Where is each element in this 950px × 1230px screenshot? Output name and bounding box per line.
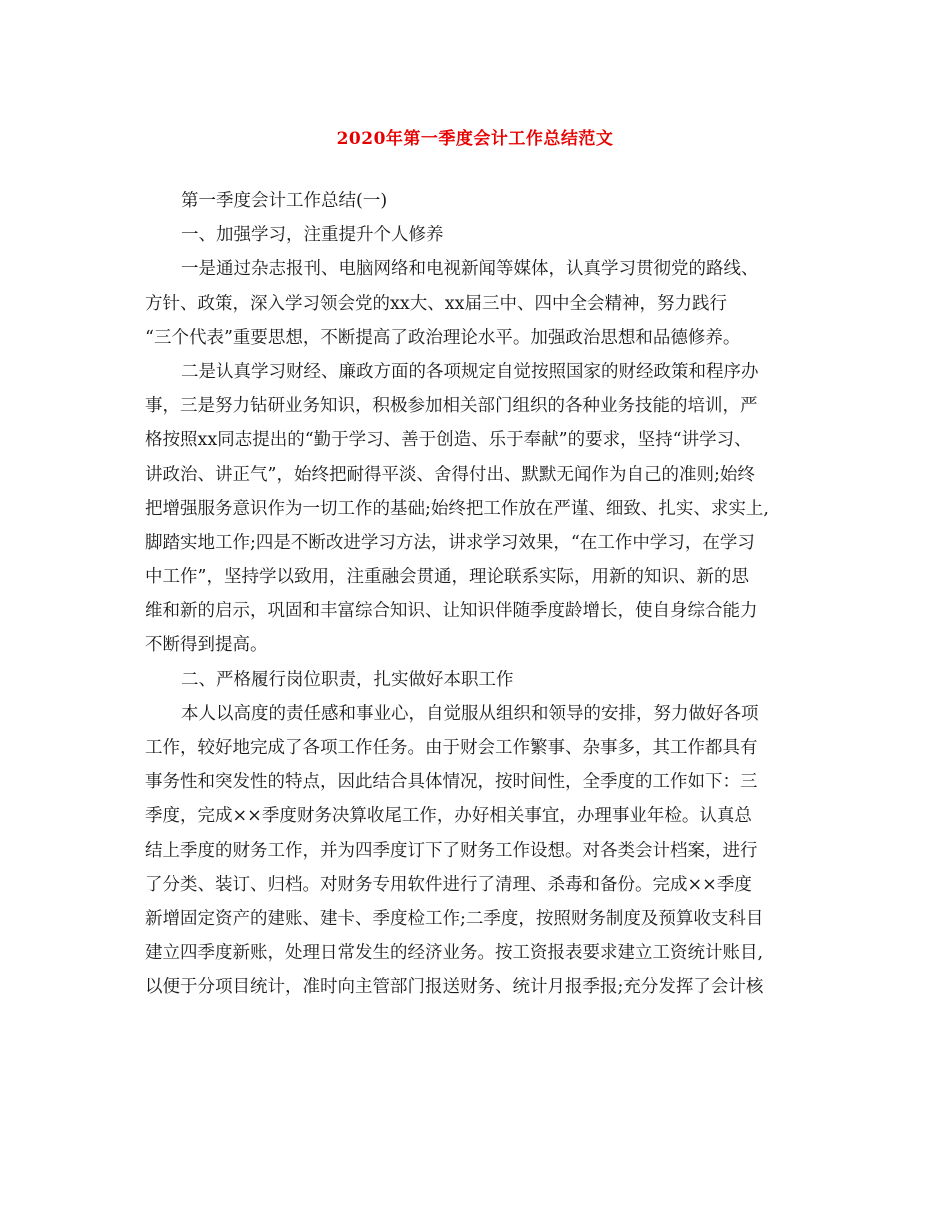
text-line: 二、严格履行岗位职责，扎实做好本职工作 xyxy=(181,669,514,690)
text-line: 二是认真学习财经、廉政方面的各项规定自觉按照国家的财经政策和程序办 xyxy=(181,361,759,382)
document-title: 2020年第一季度会计工作总结范文 xyxy=(336,129,614,149)
text-line: 脚踏实地工作;四是不断改进学习方法，讲求学习效果，“在工作中学习，在学习 xyxy=(145,532,755,553)
text-line: 方针、政策，深入学习领会党的xx大、xx届三中、四中全会精神，努力践行 xyxy=(145,293,727,314)
text-line: 了分类、装订、归档。对财务专用软件进行了清理、杀毒和备份。完成××季度 xyxy=(145,874,752,895)
text-line: 讲政治、讲正气”，始终把耐得平淡、舍得付出、默默无闻作为自己的准则;始终 xyxy=(145,464,755,485)
text-line: 把增强服务意识作为一切工作的基础;始终把工作放在严谨、细致、扎实、求实上, xyxy=(145,498,769,519)
text-line: 维和新的启示，巩固和丰富综合知识、让知识伴随季度龄增长，使自身综合能力 xyxy=(145,601,758,622)
text-line: “三个代表”重要思想，不断提高了政治理论水平。加强政治思想和品德修养。 xyxy=(145,327,741,348)
text-line: 一、加强学习，注重提升个人修养 xyxy=(181,225,444,246)
text-line: 事务性和突发性的特点，因此结合具体情况，按时间性，全季度的工作如下：三 xyxy=(145,772,758,793)
document-body xyxy=(145,184,810,1005)
text-line: 季度，完成××季度财务决算收尾工作，办好相关事宜，办理事业年检。认真总 xyxy=(145,806,752,827)
text-line: 事，三是努力钻研业务知识，积极参加相关部门组织的各种业务技能的培训，严 xyxy=(145,396,758,417)
text-line: 一是通过杂志报刊、电脑网络和电视新闻等媒体，认真学习贯彻党的路线、 xyxy=(181,259,759,280)
text-line: 中工作”，坚持学以致用，注重融会贯通，理论联系实际，用新的知识、新的思 xyxy=(145,567,749,588)
text-line: 建立四季度新账，处理日常发生的经济业务。按工资报表要求建立工资统计账目, xyxy=(145,943,764,964)
text-line: 新增固定资产的建账、建卡、季度检工作;二季度，按照财务制度及预算收支科目 xyxy=(145,908,764,929)
text-line: 第一季度会计工作总结(一) xyxy=(181,191,388,211)
text-line: 不断得到提高。 xyxy=(145,635,268,656)
text-line: 工作，较好地完成了各项工作任务。由于财会工作繁事、杂事多，其工作都具有 xyxy=(145,738,758,758)
text-line: 本人以高度的责任感和事业心，自觉服从组织和领导的安排，努力做好各项 xyxy=(181,703,759,724)
text-line: 格按照xx同志提出的“勤于学习、善于创造、乐于奉献”的要求，坚持“讲学习、 xyxy=(145,430,752,451)
text-line: 以便于分项目统计，准时向主管部门报送财务、统计月报季报;充分发挥了会计核 xyxy=(145,977,764,998)
text-line: 结上季度的财务工作，并为四季度订下了财务工作设想。对各类会计档案，进行 xyxy=(145,840,758,861)
